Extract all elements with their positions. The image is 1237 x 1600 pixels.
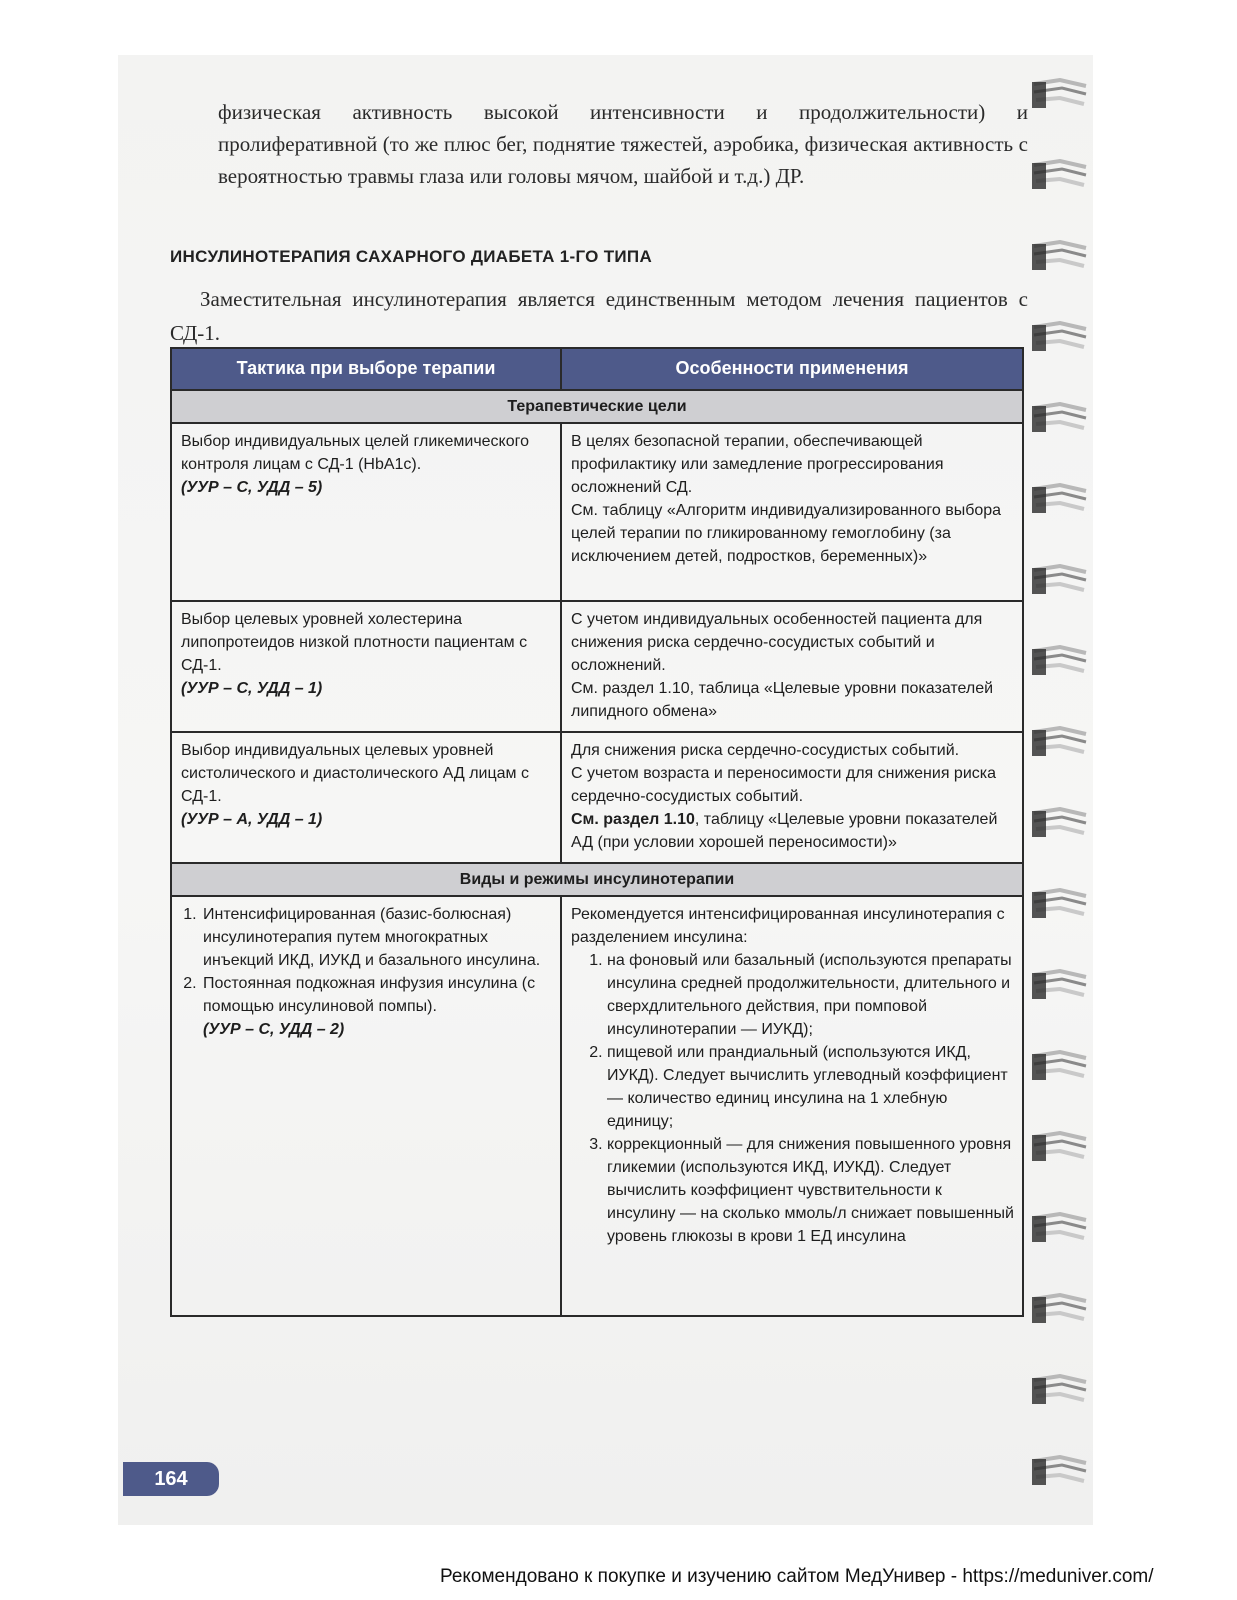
evidence-level: (УУР – С, УДД – 5): [181, 479, 323, 496]
list-item: [201, 972, 552, 1041]
table-row: [171, 896, 1023, 1316]
footer-credit: Рекомендовано к покупке и изучению сайтом МедУнивер - https://meduniver.com/: [440, 1566, 1154, 1587]
table-cell-right: [561, 896, 1023, 1316]
group-row-insulin-modes: [171, 863, 1023, 896]
group-title: Терапевтические цели: [171, 390, 1023, 423]
cell-text: Выбор индивидуальных целевых уровней систолического и диастолического АД лицам с СД-1.: [181, 742, 529, 805]
spiral-binding: [1030, 70, 1100, 1510]
column-header-features: Особенности применения: [561, 348, 1023, 390]
regimen-list: [181, 903, 552, 1041]
cell-text: , таблицу «Целевые уровни показателей АД (при условии хорошей переносимости)»: [571, 811, 998, 851]
table-cell-right: [561, 423, 1023, 601]
lead-paragraph: Заместительная инсулинотерапия является единственным методом лечения пациентов с СД-1.: [170, 287, 1028, 345]
column-header-tactics: Тактика при выборе терапии: [171, 348, 561, 390]
spiral-coil: [1030, 1131, 1088, 1165]
cell-text: Для снижения риска сердечно-сосудистых событий.: [571, 742, 960, 759]
cell-text: См. таблицу «Алгоритм индивидуализированного выбора целей терапии по гликированному гемоглобину (за исключением детей, подростков, беременных)»: [571, 502, 1002, 565]
group-row-therapeutic-goals: [171, 390, 1023, 423]
spiral-coil: [1030, 969, 1088, 1003]
table-cell-left: [171, 601, 561, 732]
table-cell-left: [171, 732, 561, 863]
table-cell-right: [561, 601, 1023, 732]
spiral-coil: [1030, 888, 1088, 922]
list-item: 2. пищевой или прандиальный (используются ИКД, ИУКД). Следует вычислить углеводный коэффициент — количество единиц инсулина на 1 хлебную единицу;: [607, 1041, 1014, 1133]
spiral-coil: [1030, 1455, 1088, 1489]
cell-text: Рекомендуется интенсифицированная инсулинотерапия с разделением инсулина:: [571, 906, 1005, 946]
insulin-division-list: [571, 949, 1014, 1248]
intro-paragraph: [218, 96, 1028, 192]
spiral-coil: [1030, 1293, 1088, 1327]
cell-text: Выбор целевых уровней холестерина липопротеидов низкой плотности пациентам с СД-1.: [181, 611, 528, 674]
list-item: 3. коррекционный — для снижения повышенного уровня гликемии (используются ИКД, ИУКД). Следует вычислить коэффициент чувствительности к инсулину — на сколько ммоль/л снижает повышенный уровень глюкозы в крови 1 ЕД инсулина: [607, 1133, 1014, 1248]
spiral-coil: [1030, 726, 1088, 760]
therapy-table: [170, 347, 1024, 1317]
cell-text: Выбор индивидуальных целей гликемического контроля лицам с СД-1 (HbA1c).: [181, 433, 530, 473]
table-cell-right: [561, 732, 1023, 863]
evidence-level: (УУР – С, УДД – 2): [203, 1021, 345, 1038]
table-row: [171, 601, 1023, 732]
group-title: Виды и режимы инсулинотерапии: [171, 863, 1023, 896]
list-item: 1. Интенсифицированная (базис-болюсная) инсулинотерапия путем многократных инъекций ИКД, ИУКД и базального инсулина.: [201, 903, 552, 972]
table-header-row: [171, 348, 1023, 390]
spiral-coil: [1030, 645, 1088, 679]
spiral-coil: [1030, 1212, 1088, 1246]
spiral-coil: [1030, 159, 1088, 193]
spiral-coil: [1030, 564, 1088, 598]
table-cell-left: [171, 896, 561, 1316]
spiral-coil: [1030, 402, 1088, 436]
table-row: [171, 423, 1023, 601]
spiral-coil: [1030, 240, 1088, 274]
section-heading: ИНСУЛИНОТЕРАПИЯ САХАРНОГО ДИАБЕТА 1-ГО ТИПА: [170, 247, 653, 266]
spiral-coil: [1030, 321, 1088, 355]
spiral-coil: [1030, 807, 1088, 841]
evidence-level: (УУР – С, УДД – 1): [181, 680, 323, 697]
spiral-coil: [1030, 1050, 1088, 1084]
page-number-badge: 164: [123, 1462, 219, 1496]
cell-text: С учетом возраста и переносимости для снижения риска сердечно-сосудистых событий.: [571, 765, 997, 805]
cell-text: В целях безопасной терапии, обеспечивающей профилактику или замедление прогрессирования осложнений СД.: [571, 433, 944, 496]
section-reference: См. раздел 1.10: [571, 811, 695, 828]
evidence-level: (УУР – А, УДД – 1): [181, 811, 323, 828]
table-cell-left: [171, 423, 561, 601]
intro-text: физическая активность высокой интенсивности и продолжительности) и пролиферативной (то же плюс бег, поднятие тяжестей, аэробика, физическая активность с вероятностью травмы глаза или головы мячом, шайбой и т.д.) ДР.: [218, 100, 1028, 188]
cell-text: См. раздел 1.10, таблица «Целевые уровни показателей липидного обмена»: [571, 680, 994, 720]
spiral-coil: [1030, 483, 1088, 517]
cell-text: С учетом индивидуальных особенностей пациента для снижения риска сердечно-сосудистых событий и осложнений.: [571, 611, 983, 674]
list-item-text: Постоянная подкожная инфузия инсулина (с помощью инсулиновой помпы).: [203, 975, 536, 1015]
list-item: 1. на фоновый или базальный (используются препараты инсулина средней продолжительности, длительного и сверхдлительного действия, при помповой инсулинотерапии — ИУКД);: [607, 949, 1014, 1041]
table-row: [171, 732, 1023, 863]
spiral-coil: [1030, 1374, 1088, 1408]
spiral-coil: [1030, 78, 1088, 112]
